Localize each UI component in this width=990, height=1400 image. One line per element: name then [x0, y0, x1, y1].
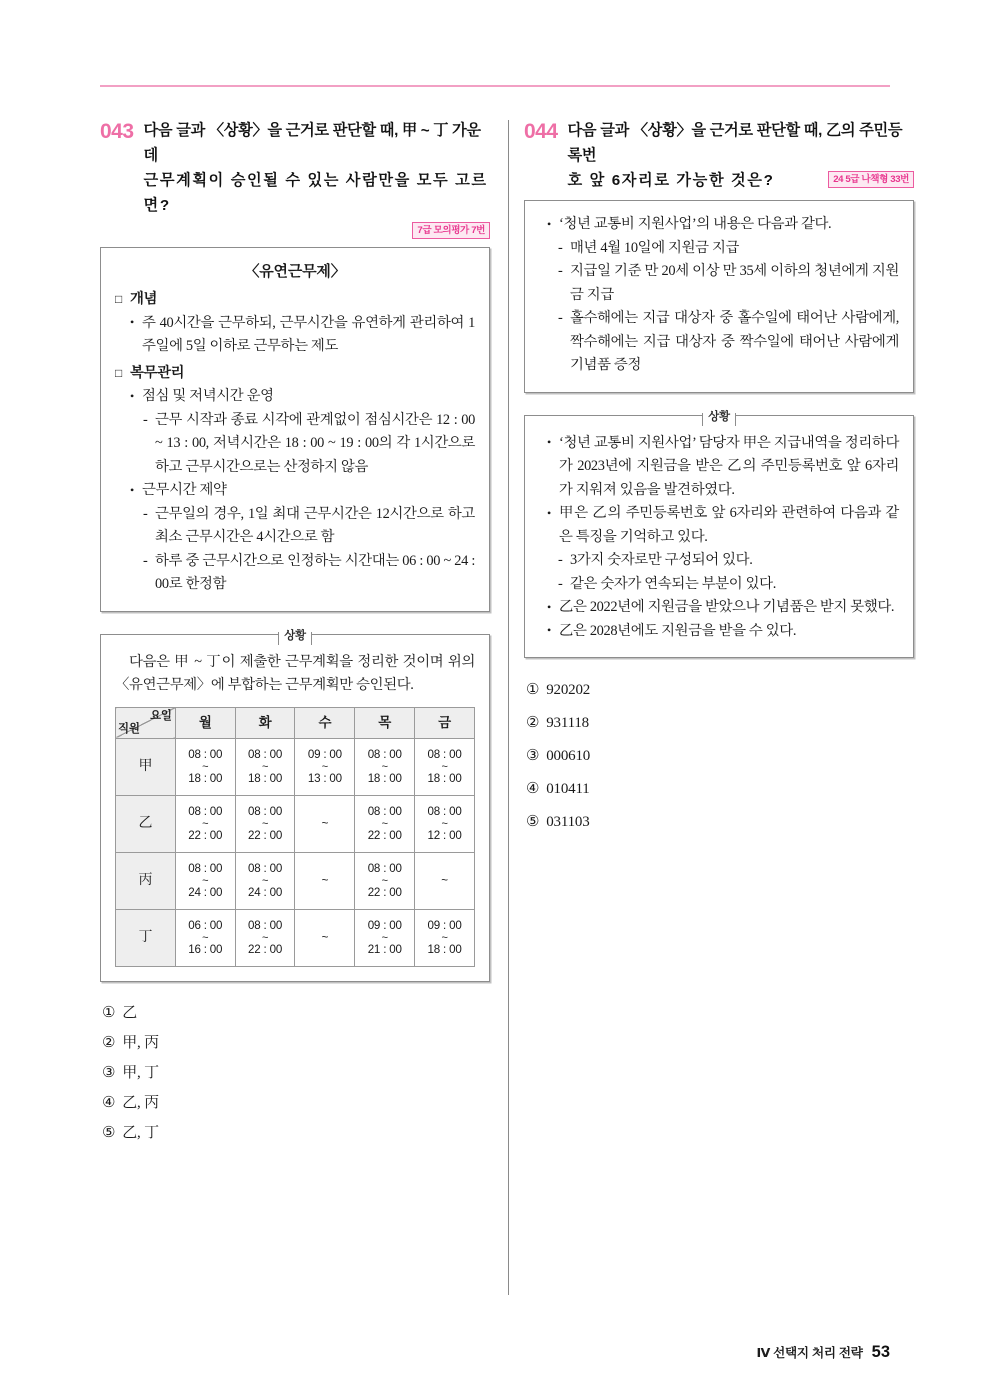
- cell-start: 09 : 00: [427, 918, 462, 932]
- table-cell: [355, 852, 415, 909]
- list-item: • 근무시간 제약: [128, 479, 475, 503]
- cell-tilde: ~: [381, 931, 388, 944]
- situation-list: [539, 432, 899, 644]
- cell-tilde: ~: [261, 817, 269, 830]
- row-header-employee: 丁: [116, 909, 176, 966]
- cell-tilde: ~: [261, 874, 269, 887]
- choice-number: ②: [102, 1034, 116, 1051]
- cell-tilde: ~: [441, 817, 448, 830]
- cell-tilde: ~: [321, 816, 329, 830]
- table-cell: [415, 852, 475, 909]
- table-corner-cell: [116, 707, 176, 738]
- list-item: - 같은 숫자가 연속되는 부분이 있다.: [557, 573, 899, 597]
- choice-number: ①: [526, 682, 540, 698]
- cell-start: 08 : 00: [188, 804, 223, 818]
- table-cell: [175, 852, 235, 909]
- cell-tilde: ~: [381, 817, 388, 830]
- cell-start: 08 : 00: [427, 804, 462, 818]
- table-row: [116, 795, 475, 852]
- choice-option[interactable]: [100, 998, 490, 1028]
- choice-text: 931118: [546, 715, 589, 731]
- table-cell: [355, 909, 415, 966]
- choice-number: ①: [102, 1004, 116, 1021]
- choice-number: ④: [102, 1094, 116, 1111]
- choice-number: ③: [526, 748, 540, 764]
- cell-tilde: ~: [202, 931, 209, 944]
- page-footer: [756, 1342, 890, 1362]
- table-cell: [295, 909, 355, 966]
- work-schedule-table: [115, 707, 475, 967]
- cell-tilde: ~: [321, 930, 329, 944]
- choice-text: 010411: [546, 781, 590, 797]
- list-item: □ 개념: [115, 288, 475, 312]
- footer-page-number: 53: [871, 1343, 890, 1361]
- question-044-passage-box: [524, 200, 914, 393]
- cell-tilde: ~: [381, 760, 388, 773]
- header-rule: [100, 85, 890, 87]
- choice-option[interactable]: [100, 1028, 490, 1058]
- table-header-row: [116, 707, 475, 738]
- table-cell: [415, 795, 475, 852]
- cell-end: 22 : 00: [188, 828, 223, 842]
- choice-number: ③: [102, 1064, 116, 1081]
- situation-legend: [101, 626, 489, 644]
- question-column-left: [100, 118, 490, 1148]
- row-header-employee: 丙: [116, 852, 176, 909]
- cell-end: 21 : 00: [367, 942, 402, 956]
- situation-legend-label: 상황: [703, 411, 735, 423]
- source-badge: 7급 모의평가 7번: [412, 222, 490, 239]
- question-043-prompt-line2: 근무계획이 승인될 수 있는 사람만을 모두 고르면?: [143, 172, 488, 214]
- cell-end: 22 : 00: [367, 885, 402, 899]
- choice-text: 乙, 丁: [122, 1124, 159, 1141]
- cell-start: 08 : 00: [367, 747, 402, 761]
- cell-tilde: ~: [381, 874, 388, 887]
- table-cell: [355, 795, 415, 852]
- list-item: • 乙은 2022년에 지원금을 받았으나 기념품은 받지 못했다.: [545, 596, 899, 620]
- cell-end: 22 : 00: [248, 942, 283, 956]
- question-044-situation-box: [524, 410, 914, 659]
- cell-end: 22 : 00: [248, 828, 283, 842]
- choice-option[interactable]: [524, 674, 914, 707]
- question-043-passage-box: [100, 247, 490, 612]
- row-header-employee: 甲: [116, 738, 176, 795]
- choice-text: 乙: [122, 1004, 138, 1021]
- list-item: • ‘청년 교통비 지원사업’ 담당자 甲은 지급내역을 정리하다가 2023년에 지원금을 받은 乙의 주민등록번호 앞 6자리가 지워져 있음을 발견하였다.: [545, 432, 899, 503]
- question-043-badge-row: [100, 222, 490, 239]
- list-item: • 주 40시간을 근무하되, 근무시간을 유연하게 관리하여 1주일에 5일 이하로 근무하는 제도: [128, 312, 475, 359]
- corner-label-weekday: 요일: [150, 709, 172, 722]
- question-043-situation-box: [100, 629, 490, 982]
- cell-end: 24 : 00: [188, 885, 223, 899]
- column-header-mon: 월: [175, 707, 235, 738]
- cell-end: 22 : 00: [367, 828, 402, 842]
- choice-text: 乙, 丙: [122, 1094, 159, 1111]
- source-badge: 24 5급 나책형 33번: [828, 171, 914, 188]
- table-row: [116, 852, 475, 909]
- cell-start: 08 : 00: [188, 861, 223, 875]
- cell-start: 08 : 00: [188, 747, 223, 761]
- table-cell: [235, 738, 295, 795]
- cell-tilde: ~: [202, 874, 209, 887]
- choice-option[interactable]: [524, 773, 914, 806]
- cell-end: 18 : 00: [427, 942, 462, 956]
- passage-list: [115, 288, 475, 597]
- choice-number: ②: [526, 715, 540, 731]
- list-item: - 지급일 기준 만 20세 이상 만 35세 이하의 청년에게 지원금 지급: [557, 260, 899, 307]
- situation-legend: [525, 407, 913, 425]
- situation-lead-text: 다음은 甲 ~ 丁이 제출한 근무계획을 정리한 것이며 위의 〈유연근무제〉에 부합하는 근무계획만 승인된다.: [115, 653, 475, 693]
- list-item: - 근무 시작과 종료 시각에 관계없이 점심시간은 12 : 00 ~ 13 : 00, 저녁시간은 18 : 00 ~ 19 : 00의 각 1시간으로 하고 근무시간으로는 산정하지 않음: [142, 409, 475, 480]
- table-cell: [235, 795, 295, 852]
- table-cell: [175, 738, 235, 795]
- cell-start: 08 : 00: [248, 804, 283, 818]
- table-cell: [175, 795, 235, 852]
- cell-tilde: ~: [202, 760, 209, 773]
- table-cell: [415, 738, 475, 795]
- cell-end: 16 : 00: [188, 942, 223, 956]
- cell-tilde: ~: [441, 931, 448, 944]
- choice-text: 甲, 丙: [122, 1034, 159, 1051]
- choice-option[interactable]: [100, 1088, 490, 1118]
- choice-number: ⑤: [102, 1124, 116, 1141]
- cell-tilde: ~: [441, 760, 448, 773]
- row-header-employee: 乙: [116, 795, 176, 852]
- cell-end: 24 : 00: [248, 885, 283, 899]
- cell-start: 08 : 00: [367, 804, 402, 818]
- question-043-header: [100, 118, 490, 218]
- choice-number: ⑤: [526, 814, 540, 830]
- cell-tilde: ~: [321, 873, 329, 887]
- cell-end: 13 : 00: [307, 771, 342, 785]
- column-header-wed: 수: [295, 707, 355, 738]
- column-divider: [508, 120, 509, 1295]
- choice-number: ④: [526, 781, 540, 797]
- cell-end: 18 : 00: [367, 771, 402, 785]
- question-044-prompt-line1: 다음 글과 〈상황〉을 근거로 판단할 때, 乙의 주민등록번: [567, 122, 903, 164]
- cell-end: 18 : 00: [427, 771, 462, 785]
- cell-start: 08 : 00: [248, 861, 283, 875]
- cell-start: 08 : 00: [427, 747, 462, 761]
- table-cell: [175, 909, 235, 966]
- cell-start: 08 : 00: [248, 747, 283, 761]
- corner-label-employee: 직원: [118, 722, 140, 735]
- choice-text: 920202: [546, 682, 591, 698]
- column-header-thu: 목: [355, 707, 415, 738]
- table-head: [116, 707, 475, 738]
- choice-option[interactable]: [524, 806, 914, 839]
- column-header-tue: 화: [235, 707, 295, 738]
- cell-tilde: ~: [441, 873, 448, 887]
- list-item: - 3가지 숫자로만 구성되어 있다.: [557, 549, 899, 573]
- list-item: • 점심 및 저녁시간 운영: [128, 385, 475, 409]
- cell-start: 08 : 00: [367, 861, 402, 875]
- table-body: [116, 738, 475, 966]
- cell-end: 18 : 00: [188, 771, 223, 785]
- cell-tilde: ~: [261, 931, 269, 944]
- table-cell: [235, 909, 295, 966]
- question-044-number: 044: [524, 120, 558, 143]
- choice-option[interactable]: [524, 740, 914, 773]
- passage-title: 〈유연근무제〉: [244, 264, 346, 280]
- cell-tilde: ~: [261, 760, 269, 773]
- list-item: • ‘청년 교통비 지원사업’의 내용은 다음과 같다.: [545, 213, 899, 237]
- cell-tilde: ~: [321, 760, 329, 773]
- column-header-fri: 금: [415, 707, 475, 738]
- table-cell: [235, 852, 295, 909]
- question-043-choices: [100, 998, 490, 1148]
- table-row: [116, 909, 475, 966]
- choice-option[interactable]: [100, 1058, 490, 1088]
- list-item: □ 복무관리: [115, 362, 475, 386]
- list-item: • 甲은 乙의 주민등록번호 앞 6자리와 관련하여 다음과 같은 특징을 기억하고 있다.: [545, 502, 899, 549]
- choice-text: 031103: [546, 814, 590, 830]
- cell-start: 09 : 00: [367, 918, 402, 932]
- table-cell: [295, 738, 355, 795]
- choice-text: 000610: [546, 748, 591, 764]
- cell-start: 08 : 00: [248, 918, 283, 932]
- question-044-prompt-line2: 호 앞 6자리로 가능한 것은?: [567, 172, 775, 189]
- cell-end: 18 : 00: [248, 771, 283, 785]
- question-043-number: 043: [100, 120, 134, 143]
- table-cell: [295, 795, 355, 852]
- cell-start: 09 : 00: [307, 747, 342, 761]
- list-item: - 홀수해에는 지급 대상자 중 홀수일에 태어난 사람에게, 짝수해에는 지급 대상자 중 짝수일에 태어난 사람에게 기념품 증정: [557, 307, 899, 378]
- table-cell: [295, 852, 355, 909]
- list-item: - 하루 중 근무시간으로 인정하는 시간대는 06 : 00 ~ 24 : 00로 한정함: [142, 550, 475, 597]
- question-043-prompt-line1: 다음 글과 〈상황〉을 근거로 판단할 때, 甲 ~ 丁 가운데: [143, 122, 481, 164]
- question-column-right: [524, 118, 914, 839]
- cell-start: 06 : 00: [188, 918, 223, 932]
- cell-tilde: ~: [202, 817, 209, 830]
- table-row: [116, 738, 475, 795]
- cell-end: 12 : 00: [427, 828, 462, 842]
- question-043-prompt: [144, 118, 490, 218]
- question-044-choices: [524, 674, 914, 839]
- list-item: • 乙은 2028년에도 지원금을 받을 수 있다.: [545, 620, 899, 644]
- choice-option[interactable]: [524, 707, 914, 740]
- list-item: - 매년 4월 10일에 지원금 지급: [557, 237, 899, 261]
- passage-list: [539, 213, 899, 378]
- table-cell: [415, 909, 475, 966]
- list-item: - 근무일의 경우, 1일 최대 근무시간은 12시간으로 하고 최소 근무시간은 4시간으로 함: [142, 503, 475, 550]
- choice-option[interactable]: [100, 1118, 490, 1148]
- situation-legend-label: 상황: [279, 630, 311, 642]
- table-cell: [355, 738, 415, 795]
- choice-text: 甲, 丁: [122, 1064, 159, 1081]
- footer-chapter: Ⅳ 선택지 처리 전략: [756, 1346, 863, 1360]
